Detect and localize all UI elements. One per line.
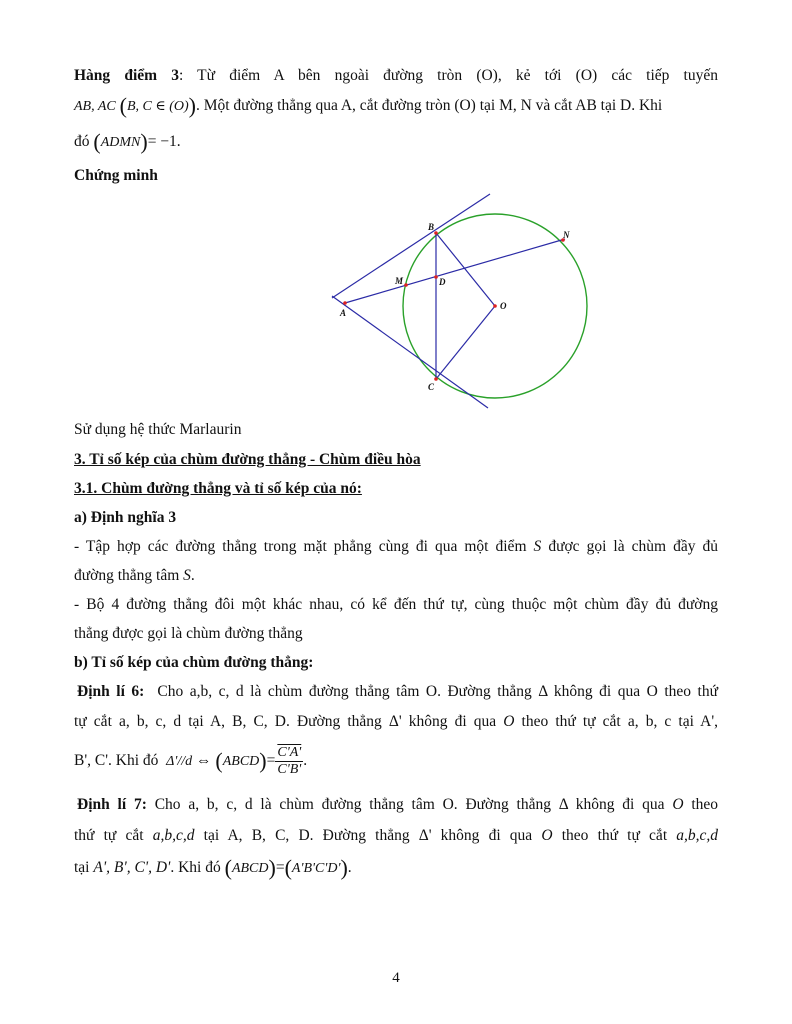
label-d: D (439, 277, 446, 287)
hang-diem-title: Hàng điểm 3 (74, 67, 179, 84)
theorem-7-vars-abcd: a,b,c,d (152, 827, 195, 844)
theorem-6-line-1 (74, 682, 718, 702)
theorem-6-line-3: B', C'. Khi đó Δ'//d ⇔ (ABCD)= $\frac{C'A'}{C'B'}$ . (74, 744, 308, 777)
hang-diem-line-2: AB, AC (B, C ∈ (O)). Một đường thẳng qua A, cắt đường tròn (O) tại M, N và cắt AB tại D. Khi (74, 93, 663, 118)
label-a: A (340, 308, 347, 318)
pencil-cross-ratio-heading: b) Tỉ số kép của chùm đường thẳng: (74, 654, 314, 671)
section-3-heading: 3. Tỉ số kép của chùm đường thẳng - Chùm điều hòa (74, 451, 421, 468)
theorem-7-points: A', B', C', D' (93, 859, 171, 876)
theorem-7-line-2: thứ tự cắt a,b,c,d tại A, B, C, D. Đường thẳng Δ' không đi qua O theo thứ tự cắt a,b,c,d (74, 827, 719, 844)
hang-diem-line-1 (74, 66, 718, 86)
points-in-circle-formula: B, C ∈ (O) (126, 99, 189, 114)
label-o: O (500, 301, 507, 311)
def-var-s-2: S (183, 567, 191, 584)
radius-oc (436, 306, 495, 379)
def-text-1-end: được gọi là chùm đầy đủ (548, 538, 718, 555)
def-text-1: - Tập hợp các đường thẳng trong mặt phẳng cùng đi qua một điểm (74, 538, 527, 555)
point-b (434, 231, 438, 235)
cross-ratio-value: = −1. (147, 133, 181, 150)
tangent-line-ab (332, 194, 490, 298)
label-c: C (428, 382, 435, 392)
point-c (434, 377, 438, 381)
point-o (493, 304, 497, 308)
definition-3-line-4: thẳng được gọi là chùm đường thẳng (74, 625, 303, 642)
hang-diem-text-2: . Một đường thẳng qua A, cắt đường tròn (O) tại M, N và cắt AB tại D. Khi (195, 97, 663, 114)
definition-3-line-3: - Bộ 4 đường thẳng đôi một khác nhau, có kể đến thứ tự, cùng thuộc một chùm đầy đủ đường (74, 596, 718, 613)
theorem-6-text-2-end: theo thứ tự cắt a, b, c tại A', (521, 713, 718, 730)
point-a (343, 301, 347, 305)
secant-line-an (345, 239, 565, 303)
theorem-6-label: Định lí 6: (77, 683, 145, 700)
theorem-6-text-3: B', C'. Khi đó (74, 752, 159, 769)
geometry-figure (256, 190, 596, 415)
tangents-formula: AB, AC (74, 99, 116, 114)
label-b: B (428, 222, 435, 232)
cross-ratio-primes: A'B'C'D' (291, 861, 341, 876)
page-number: 4 (392, 970, 400, 986)
theorem-6-var-o: O (503, 713, 515, 730)
hang-diem-text-1: : Từ điểm A bên ngoài đường tròn (O), kẻ tới (O) các tiếp tuyến (178, 67, 718, 84)
theorem-7-text-1-end: theo (691, 796, 719, 813)
theorem-7-line-3: tại A', B', C', D'. Khi đó (ABCD)=(A'B'C'D'). (74, 855, 352, 880)
theorem-7-line-1 (74, 795, 718, 815)
cross-ratio-abcd: ABCD (222, 754, 260, 769)
ratio-fraction (275, 745, 303, 778)
point-m (404, 283, 408, 287)
theorem-7-label: Định lí 7: (77, 796, 147, 813)
tangent-line-ac (332, 296, 488, 408)
theorem-6-text-1: Cho a,b, c, d là chùm đường thẳng tâm O. Đường thẳng Δ không đi qua O theo thứ (157, 683, 719, 700)
parallel-condition: Δ'//d (166, 754, 193, 769)
theorem-6-line-2 (74, 712, 718, 732)
section-3-1-heading: 3.1. Chùm đường thẳng và tỉ số kép của nó: (74, 480, 362, 497)
hang-diem-prefix: đó (74, 133, 90, 150)
def-var-s: S (533, 538, 542, 555)
cross-ratio-admn: ADMN (100, 135, 141, 150)
proof-heading: Chứng minh (74, 167, 158, 184)
definition-3-heading: a) Định nghĩa 3 (74, 509, 177, 526)
label-m: M (395, 276, 404, 286)
theorem-7-vars-abcd-2: a,b,c,d (676, 827, 719, 844)
definition-3-line-2: đường thẳng tâm S. (74, 567, 195, 584)
theorem-6-text-2: tự cắt a, b, c, d tại A, B, C, D. Đường thẳng Δ' không đi qua (74, 713, 497, 730)
proof-usage: Sử dụng hệ thức Marlaurin (74, 421, 242, 438)
cross-ratio-abcd-7: ABCD (231, 861, 269, 876)
theorem-7-text-1: Cho a, b, c, d là chùm đường thẳng tâm O. Đường thẳng Δ không đi qua (154, 796, 665, 813)
point-d (434, 275, 438, 279)
def-text-2: đường thẳng tâm (74, 567, 180, 584)
iff-symbol: ⇔ (196, 752, 212, 769)
ratio-denominator: C'B' (277, 761, 302, 777)
radius-ob (436, 233, 495, 306)
hang-diem-line-3: đó (ADMN)= −1. (74, 129, 181, 154)
theorem-7-var-o: O (672, 796, 684, 813)
label-n: N (563, 230, 570, 240)
ratio-numerator: C'A' (277, 744, 302, 760)
definition-3-line-1 (74, 537, 718, 557)
